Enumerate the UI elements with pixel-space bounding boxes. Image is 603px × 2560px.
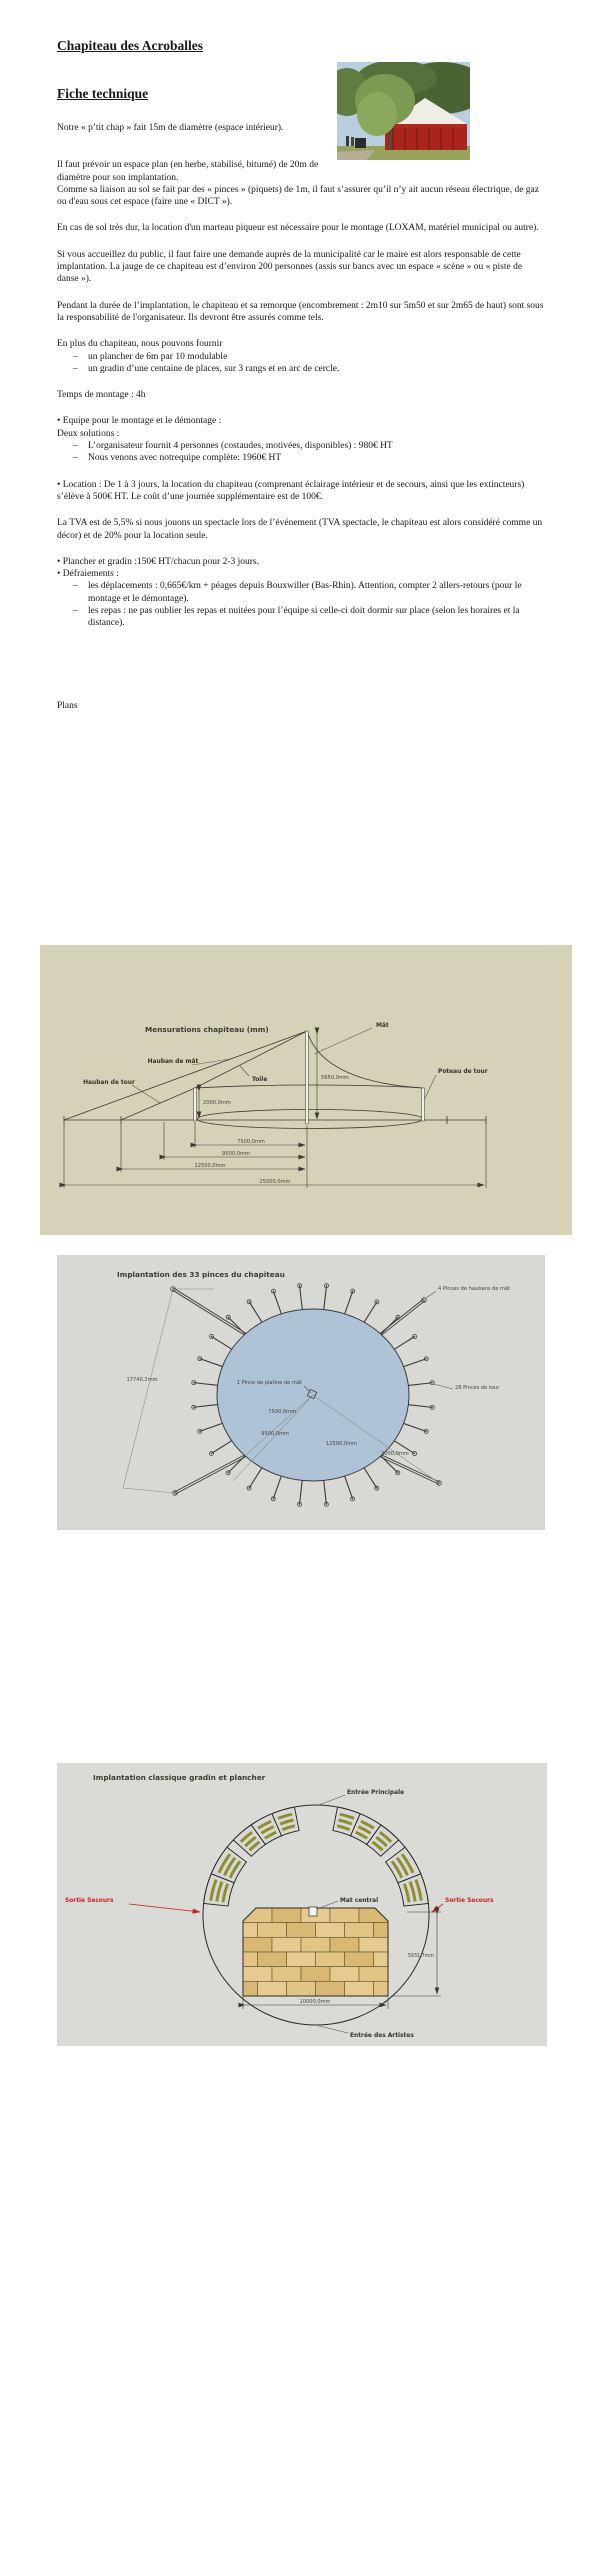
paragraph-tva: La TVA est de 5,5% si nous jouons un spectacle lors de l’événement (TVA spectacle, le chapiteau est alors considéré comme un décor) et de 20% pour la location seule.	[57, 518, 543, 541]
pince-marker-dot	[249, 1301, 250, 1302]
pince-marker-dot	[326, 1504, 327, 1505]
mast-label: Mât	[376, 1023, 389, 1029]
pince-marker-dot	[432, 1382, 433, 1383]
dim-r12500: 12500,0mm	[326, 1441, 357, 1447]
list-item-text: les repas : ne pas oublier les repas et nuitées pour l’équipe si celle-ci doit dormir sur place (selon les horaires et la distance).	[88, 606, 520, 629]
diagram1-title: Mensurations chapiteau (mm)	[145, 1025, 269, 1034]
paragraph-liaison: Comme sa liaison au sol se fait par des « pinces » (piquets) de 1m, il faut s’assurer qu’il n’y ait aucun réseau électrique, de gaz ou d'eau sous cet espace (faire une « DICT »).	[57, 184, 539, 208]
pince-marker-dot	[414, 1453, 415, 1454]
dim-perimetre: 17740,2mm	[126, 1377, 158, 1383]
dash-bullet: –	[73, 351, 78, 362]
pince-marker-dot	[193, 1407, 194, 1408]
plans-heading: Plans	[57, 700, 78, 711]
plancher-plank	[258, 1981, 287, 1996]
plancher-plank	[330, 1967, 359, 1982]
pince-marker-dot	[376, 1488, 377, 1489]
pince-marker-dot	[326, 1285, 327, 1286]
plancher	[229, 1908, 403, 1996]
pince-marker-dot	[249, 1488, 250, 1489]
pince-marker-dot	[432, 1407, 433, 1408]
entree-artistes-label: Entrée des Artistes	[350, 2033, 414, 2039]
dim-hauteur-tour: 2000,0mm	[203, 1100, 231, 1106]
list-item-text: les déplacements : 0,665€/km + péages depuis Bouxwiller (Bas-Rhin). Attention, compter 2 allers-retours (pour le montage et le démontage).	[88, 581, 522, 604]
plancher-plank	[330, 1908, 359, 1923]
dash-bullet: –	[73, 363, 78, 374]
paragraph-remorque: Pendant la durée de l’implantation, le chapiteau et sa remorque (encombrement : 2m10 sur 5m50 et sur 2m65 de haut) sont sous la responsabilité de l'organisateur. Ils devront être assurés comme tels.	[57, 300, 544, 323]
body-text	[57, 122, 546, 712]
list-item	[73, 605, 546, 630]
diagram2-title: Implantation des 33 pinces du chapiteau	[117, 1270, 285, 1279]
pince-marker-dot	[414, 1336, 415, 1337]
dim-hauteur-mat: 5650,0mm	[321, 1075, 349, 1081]
plancher-plank	[345, 1923, 374, 1938]
pince-marker-dot	[376, 1301, 377, 1302]
plancher-plank	[287, 1923, 316, 1938]
paragraph-temps-montage: Temps de montage : 4h	[57, 390, 146, 401]
pince-marker-dot	[426, 1431, 427, 1432]
plancher-plank	[258, 1923, 287, 1938]
list-item-text: Nous venons avec notrequipe complète: 1960€ HT	[88, 453, 282, 464]
pinces-tour-label: 28 Pinces de tour	[455, 1385, 500, 1391]
diagram-mensurations	[40, 945, 572, 1235]
plancher-plank	[345, 1952, 374, 1967]
sortie-secours-gauche-label: Sortie Secours	[65, 1898, 114, 1904]
dim-r2000: 2000,0mm	[381, 1451, 409, 1457]
plancher-plank	[345, 1981, 374, 1996]
dim-9500: 9500,0mm	[222, 1151, 250, 1157]
plancher-plank	[359, 1937, 388, 1952]
list-item-text: un plancher de 6m par 10 modulable	[88, 351, 228, 362]
defraiements-list	[73, 580, 546, 629]
hauban-pince-dot	[423, 1299, 424, 1300]
plancher-plank	[258, 1952, 287, 1967]
dim-7500: 7500,0mm	[237, 1139, 265, 1145]
list-item	[73, 351, 546, 363]
list-item-text: L’organisateur fournit 4 personnes (costaudes, motivées, disponibles) : 980€ HT	[88, 441, 393, 452]
diagram3-title: Implantation classique gradin et plancher	[93, 1773, 266, 1782]
plancher-plank	[272, 1937, 301, 1952]
plancher-plank	[316, 1981, 345, 1996]
plancher-planks	[229, 1908, 403, 1996]
plancher-plank	[272, 1967, 301, 1982]
pince-marker-dot	[228, 1472, 229, 1473]
plancher-plank	[316, 1923, 345, 1938]
list-item	[73, 440, 546, 452]
pinces-haubans-label: 4 Pinces de haubans de mât	[438, 1286, 511, 1292]
dim-25000: 25000,0mm	[259, 1179, 291, 1185]
mat-central-marker	[309, 1907, 317, 1916]
dim-12500: 12500,0mm	[194, 1163, 226, 1169]
plancher-plank	[316, 1952, 345, 1967]
dash-bullet: –	[73, 441, 78, 452]
paragraph-defraiements-header: • Défraiements :	[57, 569, 119, 580]
pince-marker-dot	[352, 1498, 353, 1499]
hauban-tour-label: Hauban de tour	[83, 1080, 135, 1086]
pince-marker-dot	[199, 1431, 200, 1432]
paragraph-public: Si vous accueillez du public, il faut faire une demande auprès de la municipalité car le maire est alors responsable de cette implantation. La jauge de ce chapiteau est d’environ 200 personnes (assis sur bancs avec un espace « scène » ou « piste de danse »).	[57, 249, 523, 285]
plancher-plank	[287, 1952, 316, 1967]
fournir-list	[73, 351, 546, 376]
dim-largeur: 10000,0mm	[299, 1999, 331, 2005]
plancher-plank	[330, 1937, 359, 1952]
plancher-plank	[272, 1908, 301, 1923]
pince-marker-dot	[193, 1382, 194, 1383]
page-title: Chapiteau des Acroballes	[57, 38, 204, 53]
list-item	[73, 363, 546, 375]
dash-bullet: –	[73, 453, 78, 464]
diagram-implantation	[57, 1763, 547, 2046]
dim-r7500: 7500,0mm	[268, 1409, 296, 1415]
pince-marker-dot	[273, 1498, 274, 1499]
pince-marker-dot	[299, 1285, 300, 1286]
plancher-plank	[301, 1967, 330, 1982]
page-subtitle: Fiche technique	[57, 86, 149, 101]
paragraph-plancher-gradin: • Plancher et gradin :150€ HT/chacun pour 2-3 jours.	[57, 556, 259, 567]
plancher-plank	[359, 1967, 388, 1982]
dim-r9500: 9500,0mm	[261, 1431, 289, 1437]
pince-marker-dot	[199, 1358, 200, 1359]
pince-marker-dot	[299, 1504, 300, 1505]
sortie-secours-droite-label: Sortie Secours	[445, 1898, 494, 1904]
entree-principale-label: Entrée Principale	[347, 1790, 405, 1796]
paragraph-location: • Location : De 1 à 3 jours, la location du chapiteau (comprenant éclairage intérieur et de secours, ainsi que les extincteurs) s’élève à 500€ HT. Le coût d’une journée supplémentaire est de 100€.	[57, 479, 525, 502]
pince-platine-label: 1 Pince de platine de mât	[236, 1380, 302, 1386]
list-item-text: un gradin d’une centaine de places, sur 3 rangs et en arc de cercle.	[88, 363, 340, 374]
pince-marker-dot	[352, 1291, 353, 1292]
pince-marker-dot	[228, 1317, 229, 1318]
pince-marker-dot	[397, 1317, 398, 1318]
paragraph-equipe-header: • Equipe pour le montage et le démontage :	[57, 416, 222, 427]
list-item	[73, 452, 546, 464]
pince-marker-dot	[211, 1453, 212, 1454]
paragraph-intro: Notre « p’tit chap » fait 15m de diamètre (espace intérieur).	[57, 123, 284, 133]
dim-hauteur: 5931,7mm	[407, 1954, 434, 1959]
paragraph-fournir: En plus du chapiteau, nous pouvons fournir	[57, 339, 223, 350]
pince-marker-dot	[211, 1336, 212, 1337]
pole-left	[194, 1088, 197, 1121]
plancher-plank	[301, 1937, 330, 1952]
pince-marker-dot	[426, 1358, 427, 1359]
mast	[306, 1031, 309, 1124]
poteau-tour-label: Poteau de tour	[438, 1069, 488, 1075]
list-item	[73, 580, 546, 605]
plancher-plank	[243, 1967, 272, 1982]
paragraph-sol-dur: En cas de sol très dur, la location d'un marteau piqueur est nécessaire pour le montage (LOXAM, matériel municipal ou autre).	[57, 223, 539, 234]
hauban-mat-label: Hauban de mât	[147, 1059, 199, 1065]
mat-central-label: Mat central	[340, 1898, 379, 1904]
equipe-list	[73, 440, 546, 465]
dash-bullet: –	[73, 581, 78, 592]
toile-label: Toile	[252, 1077, 268, 1083]
pince-marker-dot	[273, 1291, 274, 1292]
pince-marker-dot	[397, 1472, 398, 1473]
plancher-plank	[287, 1981, 316, 1996]
paragraph-espace: Il faut prévoir un espace plan (en herbe, stabilisé, bitumé) de 20m de diamètre pour son implantation.	[57, 160, 319, 183]
pole-right	[422, 1088, 425, 1121]
dash-bullet: –	[73, 606, 78, 617]
paragraph-equipe-sub: Deux solutions :	[57, 428, 120, 439]
plancher-plank	[243, 1937, 272, 1952]
diagram-pinces	[57, 1255, 545, 1530]
